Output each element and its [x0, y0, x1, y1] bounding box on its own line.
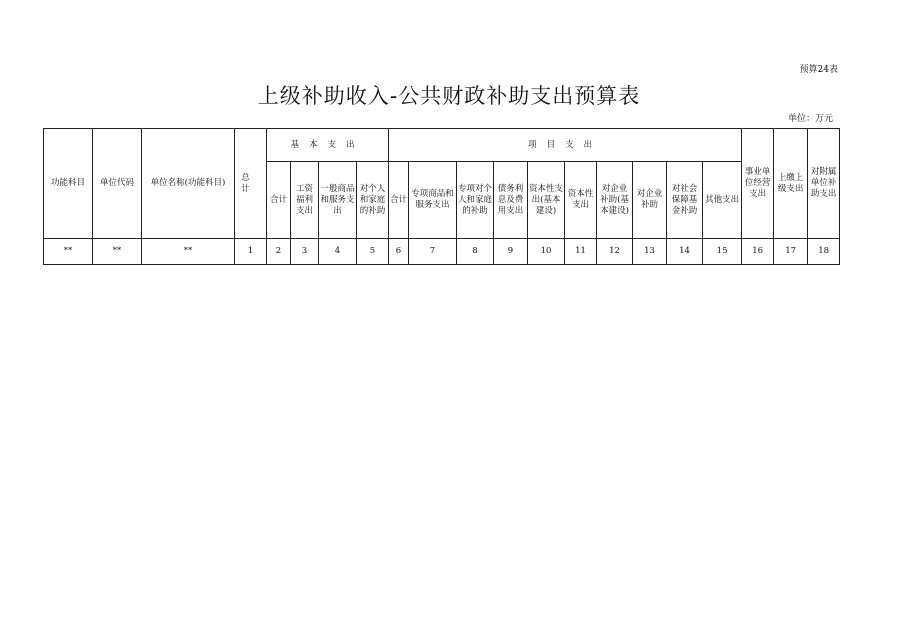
index-cell: **	[44, 239, 93, 265]
header-total: 总计	[235, 129, 267, 239]
index-cell: 17	[774, 239, 808, 265]
index-cell: 16	[742, 239, 774, 265]
header-project-sub: 资本性支出(基本建设)	[528, 162, 565, 239]
index-cell: 12	[597, 239, 633, 265]
index-cell: 5	[357, 239, 389, 265]
header-project-sub: 专项商品和服务支出	[409, 162, 457, 239]
header-row-1	[44, 129, 840, 162]
index-cell: 9	[494, 239, 528, 265]
header-project-sub: 债务利息及费用支出	[494, 162, 528, 239]
form-code: 预算24表	[799, 65, 838, 75]
header-project-sub: 对企业补助	[633, 162, 667, 239]
index-cell: 3	[291, 239, 319, 265]
index-cell: 18	[808, 239, 840, 265]
index-cell: 2	[267, 239, 291, 265]
index-cell: 10	[528, 239, 565, 265]
header-func-subject: 功能科目	[44, 129, 93, 239]
index-row	[44, 239, 840, 265]
header-project-sub: 对社会保障基金补助	[667, 162, 703, 239]
header-project-sub: 其他支出	[703, 162, 742, 239]
index-cell: 14	[667, 239, 703, 265]
header-turn-over: 上缴上级支出	[774, 129, 808, 239]
index-cell: 8	[457, 239, 494, 265]
index-cell: **	[142, 239, 235, 265]
header-basic-sub: 合计	[267, 162, 291, 239]
header-basic-sub: 一般商品和服务支出	[319, 162, 357, 239]
header-unit-code: 单位代码	[93, 129, 142, 239]
unit-label: 单位：万元	[787, 114, 833, 124]
page-title: 上级补助收入-公共财政补助支出预算表	[257, 84, 641, 108]
index-cell: 15	[703, 239, 742, 265]
header-basic-group: 基本支出	[267, 129, 389, 162]
header-project-sub: 对企业补助(基本建设)	[597, 162, 633, 239]
index-cell: **	[93, 239, 142, 265]
header-project-sub: 专项对个人和家庭的补助	[457, 162, 494, 239]
index-cell: 7	[409, 239, 457, 265]
header-project-group: 项目支出	[389, 129, 742, 162]
header-subsidiary: 对附属单位补助支出	[808, 129, 840, 239]
index-cell: 6	[389, 239, 409, 265]
header-basic-sub: 工资福利支出	[291, 162, 319, 239]
index-cell: 1	[235, 239, 267, 265]
header-unit-name: 单位名称(功能科目)	[142, 129, 235, 239]
budget-table	[43, 128, 840, 265]
header-project-sub: 合计	[389, 162, 409, 239]
index-cell: 4	[319, 239, 357, 265]
header-basic-sub: 对个人和家庭的补助	[357, 162, 389, 239]
index-cell: 13	[633, 239, 667, 265]
index-cell: 11	[565, 239, 597, 265]
header-public-unit-op: 事业单位经营支出	[742, 129, 774, 239]
header-project-sub: 资本性支出	[565, 162, 597, 239]
